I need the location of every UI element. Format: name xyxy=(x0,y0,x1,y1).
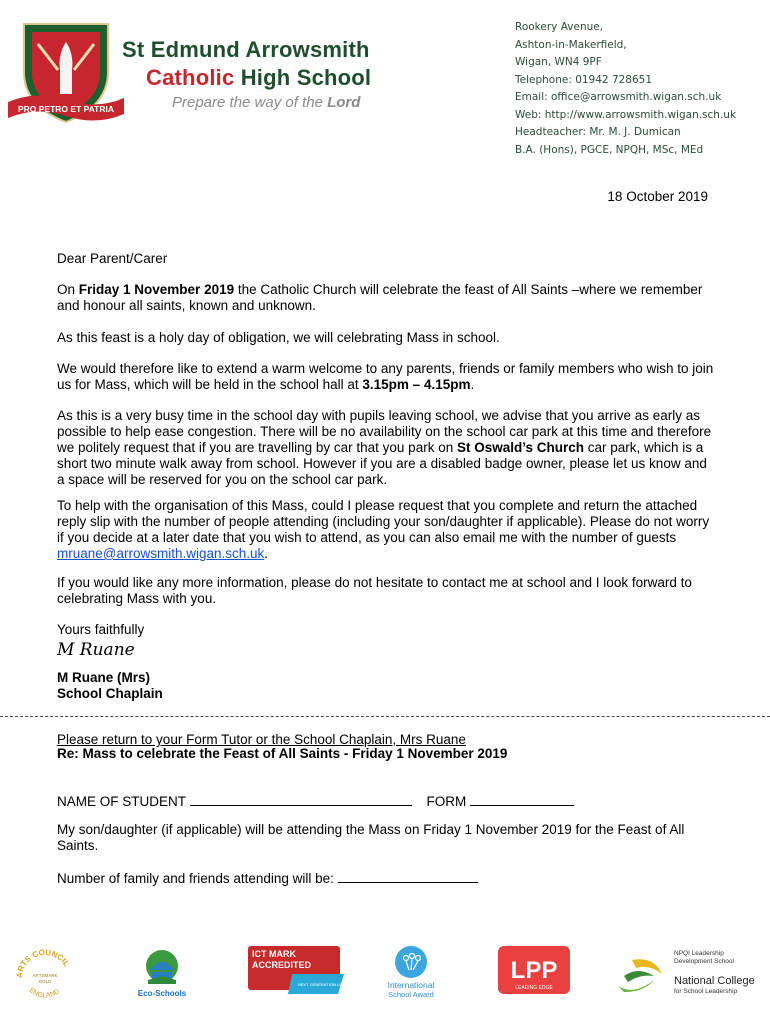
crest-scroll-text: PRO PETRO ET PATRIA xyxy=(17,104,115,114)
p1-bold-date: Friday 1 November 2019 xyxy=(78,282,235,297)
international-school-award-logo xyxy=(376,944,446,1000)
arts-council-logo xyxy=(12,944,78,1000)
p4-bold-church: St Oswald’s Church xyxy=(456,440,584,455)
isa-international-text: International xyxy=(387,980,435,990)
england-arc-text: ENGLAND xyxy=(27,986,61,1000)
address-line: Rookery Avenue, xyxy=(515,21,604,33)
school-name-catholic: Catholic xyxy=(146,65,235,90)
signatory-block xyxy=(57,670,163,702)
paragraph-reply-request xyxy=(57,498,717,562)
paragraph-contact: If you would like any more information, please do not hesitate to contact me at school and I look forward to celebrating Mass with you. xyxy=(57,575,692,606)
paragraph-welcome xyxy=(57,361,717,393)
guest-count-row xyxy=(57,869,478,886)
lpp-mark-text: LPP xyxy=(510,957,558,984)
cut-here-dashed-line xyxy=(0,716,770,717)
address-line: Wigan, WN4 9PF xyxy=(515,56,602,68)
eco-schools-logo xyxy=(134,944,190,1000)
p3-text: We would therefore like to extend a warm welcome to any parents, friends or family members who wish to join us for Mass, which will be held in the school hall at xyxy=(57,361,714,392)
p3-text-end: . xyxy=(470,377,475,392)
motto-regular: Prepare the way of the xyxy=(172,94,323,111)
leading-edge-text: LEADING EDGE xyxy=(515,985,553,991)
school-address-block xyxy=(515,19,736,159)
student-name-field[interactable] xyxy=(190,792,412,806)
paragraph-holy-day: As this feast is a holy day of obligation, we will celebrating Mass in school. xyxy=(57,330,500,345)
p4-text: As this is a very busy time in the school day with pupils leaving school, we advise that you arrive as early as possible to help ease congestion. There will be no availability on the school car park at this time and therefore we politely request that if you are travelling by car that you park on xyxy=(57,408,712,455)
ict-mark-logo xyxy=(248,944,358,1000)
email-line: Email: office@arrowsmith.wigan.sch.uk xyxy=(515,91,722,103)
ncsl-main-text: National College xyxy=(674,975,755,987)
ncsl-npqi-text: NPQI Leadership xyxy=(674,950,724,957)
paragraph-feast-date xyxy=(57,282,717,314)
p4-text-rest: car park, which is a short two minute walk away from school. However if you are a disabled badge owner, please let us know and a space will be reserved for you on the school car park. xyxy=(57,440,707,487)
eco-schools-text: Eco-Schools xyxy=(137,989,187,998)
p1-text: On xyxy=(57,282,79,297)
ncsl-sub-text: for School Leadership xyxy=(674,988,738,995)
headteacher-line: Headteacher: Mr. M. J. Dumican xyxy=(515,126,681,138)
web-line: Web: http://www.arrowsmith.wigan.sch.uk xyxy=(515,108,737,121)
closing: Yours faithfully xyxy=(57,622,145,637)
school-name-line1: St Edmund Arrowsmith xyxy=(122,37,370,62)
form-field[interactable] xyxy=(470,792,574,806)
chaplain-email-link[interactable]: mruane@arrowsmith.wigan.sch.uk xyxy=(57,546,265,561)
address-line: Ashton-in-Makerfield, xyxy=(515,38,627,51)
reply-slip-instruction: Please return to your Form Tutor or the School Chaplain, Mrs Ruane xyxy=(57,732,466,747)
paragraph-parking xyxy=(57,408,717,488)
signatory-name: M Ruane (Mrs) xyxy=(57,670,151,685)
school-crest-logo xyxy=(6,14,126,134)
artsmark-gold-text: GOLD xyxy=(38,979,52,984)
student-name-label: NAME OF STUDENT xyxy=(57,794,186,809)
student-name-row xyxy=(57,792,574,809)
isa-award-text: School Award xyxy=(388,990,434,999)
arts-council-arc-text: ARTS COUNCIL xyxy=(14,947,72,979)
attendance-statement: My son/daughter (if applicable) will be attending the Mass on Friday 1 November 2019 for the Feast of All Saints. xyxy=(57,822,685,853)
telephone-line: Telephone: 01942 728651 xyxy=(515,73,653,86)
p5-text: To help with the organisation of this Mass, could I please request that you complete and return the attached reply slip with the number of people attending (including your son/daughter if applicable). Please do not worry if you decide at a later date that you wish to attend, as you can also email me with the number of guests xyxy=(57,498,710,545)
p3-bold-time: 3.15pm – 4.15pm xyxy=(362,377,471,392)
letter-date: 18 October 2019 xyxy=(607,189,708,204)
p1-text-rest: the Catholic Church will celebrate the feast of All Saints –where we remember and honour all saints, known and unknown. xyxy=(57,282,703,313)
school-name-line2 xyxy=(146,65,371,91)
ict-accredited-text: ACCREDITED xyxy=(252,960,312,970)
reply-slip-subject: Re: Mass to celebrate the Feast of All Saints - Friday 1 November 2019 xyxy=(57,746,508,761)
form-label: FORM xyxy=(426,794,467,809)
handwritten-signature: M Ruane xyxy=(57,640,135,660)
signatory-title: School Chaplain xyxy=(57,686,163,701)
school-motto xyxy=(172,94,360,111)
artsmark-text: ARTSMARK xyxy=(32,973,58,978)
ict-mark-text: ICT MARK xyxy=(252,949,296,959)
ict-next-gen-text: NEXT GENERATION LEARNING xyxy=(298,982,358,987)
p5-text-end: . xyxy=(264,546,269,561)
ncsl-development-text: Development School xyxy=(674,958,734,965)
svg-text:ENGLAND xyxy=(28,987,61,1000)
motto-bold: Lord xyxy=(327,94,361,111)
headteacher-qualifications: B.A. (Hons), PGCE, NPQH, MSc, MEd xyxy=(515,143,704,156)
guest-count-field[interactable] xyxy=(338,869,478,883)
guest-count-label: Number of family and friends attending will be: xyxy=(57,871,334,886)
leading-edge-logo xyxy=(496,944,572,1000)
salutation: Dear Parent/Carer xyxy=(57,251,168,266)
national-college-logo xyxy=(614,946,762,1002)
school-name-high-school: High School xyxy=(240,65,372,90)
